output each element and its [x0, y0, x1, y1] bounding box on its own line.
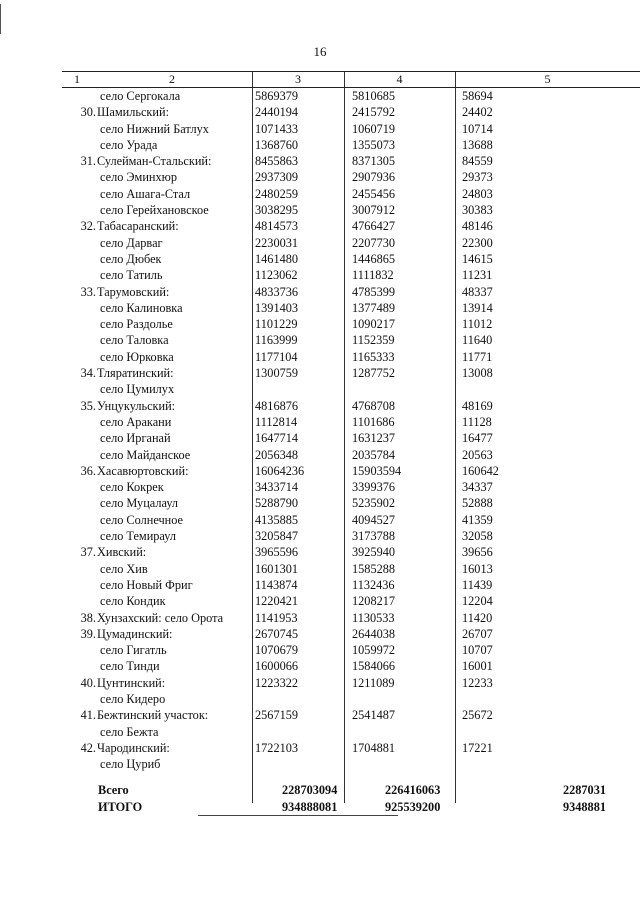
row-col5: 12233: [462, 675, 493, 690]
row-col3: 1600066: [255, 659, 299, 674]
row-col5: 30383: [462, 203, 493, 218]
margin-mark: [0, 4, 5, 34]
table-row: [62, 88, 640, 104]
row-col5: 25672: [462, 708, 493, 723]
table-row: [62, 691, 640, 707]
table-row: [62, 495, 640, 511]
table-row: [62, 332, 640, 348]
row-col5: 17221: [462, 740, 493, 755]
row-number: 34.: [80, 366, 96, 381]
table-row: [62, 724, 640, 740]
row-col3: 1141953: [255, 610, 298, 625]
row-col4: 2035784: [352, 447, 396, 462]
row-col4: 1211089: [352, 675, 395, 690]
row-number: 31.: [80, 154, 96, 169]
row-col3: 3965596: [255, 545, 299, 560]
table-row: [62, 658, 640, 674]
table-row: [62, 284, 640, 300]
row-col3: 1071433: [255, 121, 299, 136]
row-col4: 4785399: [352, 284, 396, 299]
row-name: село Раздолье: [100, 317, 173, 332]
row-col4: 2907936: [352, 170, 396, 185]
row-col5: 52888: [462, 496, 493, 511]
row-name: село Татиль: [100, 268, 163, 283]
row-col3: 2670745: [255, 626, 299, 641]
row-col3: 1143874: [255, 577, 298, 592]
row-col3: 16064236: [255, 463, 305, 478]
table-row: [62, 642, 640, 658]
row-name: село Новый Фриг: [100, 577, 193, 592]
row-name: село Гигатль: [100, 643, 167, 658]
row-col4: 1101686: [352, 414, 395, 429]
row-number: 32.: [80, 219, 96, 234]
row-name: Сулейман-Стальский:: [97, 154, 212, 169]
table-row: [62, 169, 640, 185]
row-col4: 8371305: [352, 154, 396, 169]
table-row: [62, 186, 640, 202]
row-number: 39.: [80, 626, 96, 641]
row-col4: 1355073: [352, 137, 396, 152]
table-row: [62, 593, 640, 609]
row-col5: 24402: [462, 105, 493, 120]
row-col4: 1377489: [352, 300, 396, 315]
row-col5: 29373: [462, 170, 493, 185]
row-col5: 24803: [462, 186, 493, 201]
row-col4: 1446865: [352, 251, 396, 266]
row-col3: 2567159: [255, 708, 299, 723]
row-name: Тляратинский:: [97, 366, 174, 381]
table-row: [62, 365, 640, 381]
table-row: [62, 349, 640, 365]
row-number: 42.: [80, 740, 96, 755]
row-col4: 2207730: [352, 235, 396, 250]
table-row: [62, 267, 640, 283]
row-col5: 11231: [462, 268, 493, 283]
row-col3: 1220421: [255, 594, 299, 609]
row-col3: 5288790: [255, 496, 299, 511]
budget-table: [62, 71, 640, 816]
total-row: [62, 782, 640, 799]
row-col3: 4135885: [255, 512, 299, 527]
row-name: село Цуриб: [100, 757, 161, 772]
row-number: 35.: [80, 398, 96, 413]
table-row: [62, 756, 640, 772]
header-cell-4: 4: [396, 72, 403, 86]
row-name: Бежтинский участок:: [97, 708, 209, 723]
table-row: [62, 561, 640, 577]
row-col5: 48146: [462, 219, 493, 234]
row-name: Цунтинский:: [97, 675, 166, 690]
table-row: [62, 235, 640, 251]
row-col5: 10714: [462, 121, 493, 136]
row-name: Чародинский:: [97, 740, 170, 755]
row-number: 41.: [80, 708, 96, 723]
row-col4: 15903594: [352, 463, 402, 478]
row-name: село Эминхюр: [100, 170, 177, 185]
table-row: [62, 528, 640, 544]
row-col4: 1287752: [352, 366, 396, 381]
row-col3: 8455863: [255, 154, 299, 169]
row-col4: 1704881: [352, 740, 396, 755]
row-col4: 2541487: [352, 708, 396, 723]
row-col3: 4816876: [255, 398, 299, 413]
row-name: село Сергокала: [100, 89, 181, 103]
table-row: [62, 577, 640, 593]
row-col5: 10707: [462, 643, 493, 658]
table-row: [62, 104, 640, 120]
row-col5: 48169: [462, 398, 493, 413]
row-name: село Юрковка: [100, 349, 174, 364]
row-col5: 12204: [462, 594, 493, 609]
table-row: [62, 740, 640, 756]
row-col5: 58694: [462, 89, 493, 103]
row-name: Тарумовский:: [97, 284, 170, 299]
row-name: село Герейхановское: [100, 203, 209, 218]
table-row: [62, 398, 640, 414]
row-name: село Темираул: [100, 529, 177, 544]
row-col3: 4814573: [255, 219, 299, 234]
table-row: [62, 512, 640, 528]
row-col5: 32058: [462, 529, 493, 544]
table-row: [62, 316, 640, 332]
row-col3: 1112814: [255, 414, 298, 429]
row-name: село Муцалаул: [100, 496, 179, 511]
row-col5: 84559: [462, 154, 493, 169]
row-col3: 2937309: [255, 170, 299, 185]
total-label: ИТОГО: [98, 800, 143, 815]
row-col4: 1585288: [352, 561, 396, 576]
row-col4: 1165333: [352, 349, 395, 364]
total-col3: 934888081: [282, 800, 338, 815]
row-col3: 1391403: [255, 300, 299, 315]
row-col5: 26707: [462, 626, 493, 641]
row-col4: 3007912: [352, 203, 396, 218]
total-col5: 9348881: [562, 800, 606, 815]
row-col4: 3399376: [352, 480, 396, 495]
row-col4: 4766427: [352, 219, 396, 234]
table-row: [62, 153, 640, 169]
table-row: [62, 430, 640, 446]
row-col5: 20563: [462, 447, 493, 462]
row-name: село Солнечное: [100, 512, 184, 527]
table-row: [62, 251, 640, 267]
total-col4: 226416063: [385, 783, 441, 798]
row-col5: 11640: [462, 333, 493, 348]
row-col4: 1208217: [352, 594, 396, 609]
row-col4: 2455456: [352, 186, 396, 201]
total-col4: 925539200: [385, 800, 441, 815]
header-cell-3: 3: [295, 72, 301, 86]
row-col5: 11771: [462, 349, 493, 364]
row-col4: 1090217: [352, 317, 396, 332]
row-col4: 1130533: [352, 610, 395, 625]
row-col4: 2415792: [352, 105, 396, 120]
row-col3: 1070679: [255, 643, 299, 658]
row-col3: 2230031: [255, 235, 299, 250]
row-col5: 48337: [462, 284, 493, 299]
row-col3: 3433714: [255, 480, 299, 495]
table-row: [62, 137, 640, 153]
row-name: село Таловка: [100, 333, 169, 348]
row-col5: 16001: [462, 659, 493, 674]
table-row: [62, 707, 640, 723]
row-name: Хунзахский: село Орота: [97, 610, 224, 625]
total-col3: 228703094: [282, 783, 338, 798]
row-col3: 1368760: [255, 137, 299, 152]
row-col3: 1101229: [255, 317, 298, 332]
row-col5: 14615: [462, 251, 493, 266]
row-number: 40.: [80, 675, 96, 690]
row-name: село Дюбек: [100, 251, 162, 266]
row-name: Хивский:: [97, 545, 147, 560]
row-col3: 1300759: [255, 366, 299, 381]
row-name: село Майданское: [100, 447, 191, 462]
total-label: Всего: [98, 783, 129, 798]
table-row: [62, 381, 640, 397]
row-col3: 1601301: [255, 561, 299, 576]
row-col4: 5235902: [352, 496, 396, 511]
total-col5: 2287031: [562, 783, 606, 798]
table-row: [62, 447, 640, 463]
table-header: [62, 71, 640, 88]
row-col3: 2440194: [255, 105, 299, 120]
row-name: село Урада: [100, 137, 158, 152]
row-col4: 1111832: [352, 268, 394, 283]
bottom-rule: [198, 815, 398, 816]
row-col5: 11420: [462, 610, 493, 625]
row-col4: 3925940: [352, 545, 396, 560]
table-row: [62, 479, 640, 495]
row-col3: 4833736: [255, 284, 299, 299]
row-number: 37.: [80, 545, 96, 560]
row-col3: 2480259: [255, 186, 299, 201]
row-col5: 39656: [462, 545, 493, 560]
row-col4: 1060719: [352, 121, 396, 136]
table-body: [62, 88, 640, 772]
row-col4: 3173788: [352, 529, 396, 544]
row-col5: 13914: [462, 300, 493, 315]
row-col5: 11012: [462, 317, 493, 332]
table-row: [62, 675, 640, 691]
table-row: [62, 218, 640, 234]
row-col3: 3038295: [255, 203, 299, 218]
row-name: село Цумилух: [100, 382, 175, 397]
table-row: [62, 463, 640, 479]
table-row: [62, 610, 640, 626]
row-col3: 3205847: [255, 529, 299, 544]
row-col3: 1223322: [255, 675, 299, 690]
row-name: село Калиновка: [100, 300, 183, 315]
row-name: село Ирганай: [100, 431, 171, 446]
table-row: [62, 626, 640, 642]
row-name: Цумадинский:: [97, 626, 173, 641]
row-col3: 2056348: [255, 447, 299, 462]
row-name: село Кокрек: [100, 480, 164, 495]
row-col5: 13688: [462, 137, 493, 152]
row-number: 30.: [80, 105, 96, 120]
table-row: [62, 544, 640, 560]
page-number: 16: [313, 44, 327, 59]
header-cell-1: 1: [74, 72, 80, 86]
row-col4: 1132436: [352, 577, 395, 592]
row-col4: 4768708: [352, 398, 396, 413]
header-cell-5: 5: [544, 72, 551, 86]
row-col3: 5869379: [255, 89, 299, 103]
row-number: 36.: [80, 463, 96, 478]
row-name: село Кидеро: [100, 691, 166, 706]
table-row: [62, 121, 640, 137]
row-name: село Бежта: [100, 724, 159, 739]
row-name: село Кондик: [100, 594, 166, 609]
row-name: Шамильский:: [97, 105, 169, 120]
table-row: [62, 202, 640, 218]
total-row: [62, 799, 640, 816]
row-col4: 1584066: [352, 659, 396, 674]
header-cell-2: 2: [169, 72, 175, 86]
row-col4: 5810685: [352, 89, 396, 103]
row-name: село Аракани: [100, 414, 172, 429]
row-col5: 41359: [462, 512, 493, 527]
row-col3: 1177104: [255, 349, 298, 364]
table-row: [62, 300, 640, 316]
row-name: Табасаранский:: [97, 219, 179, 234]
row-name: село Дарваг: [100, 235, 163, 250]
row-col3: 1123062: [255, 268, 298, 283]
row-col5: 13008: [462, 366, 493, 381]
row-col3: 1461480: [255, 251, 299, 266]
row-col4: 4094527: [352, 512, 396, 527]
row-name: село Тинди: [100, 659, 160, 674]
row-col3: 1647714: [255, 431, 299, 446]
row-name: село Нижний Батлух: [100, 121, 209, 136]
row-col5: 16013: [462, 561, 493, 576]
table-row: [62, 414, 640, 430]
row-col4: 1631237: [352, 431, 396, 446]
row-col5: 34337: [462, 480, 493, 495]
row-col5: 160642: [462, 463, 499, 478]
row-col5: 22300: [462, 235, 493, 250]
row-number: 38.: [80, 610, 96, 625]
row-number: 33.: [80, 284, 96, 299]
table-totals: [62, 782, 640, 816]
row-col4: 2644038: [352, 626, 396, 641]
row-col3: 1722103: [255, 740, 299, 755]
row-col4: 1059972: [352, 643, 396, 658]
row-name: Хасавюртовский:: [97, 463, 189, 478]
row-name: Унцукульский:: [97, 398, 176, 413]
row-col5: 11128: [462, 414, 492, 429]
row-col5: 11439: [462, 577, 493, 592]
row-col4: 1152359: [352, 333, 395, 348]
row-name: село Хив: [100, 561, 148, 576]
row-name: село Ашага-Стал: [100, 186, 191, 201]
row-col5: 16477: [462, 431, 493, 446]
row-col3: 1163999: [255, 333, 298, 348]
